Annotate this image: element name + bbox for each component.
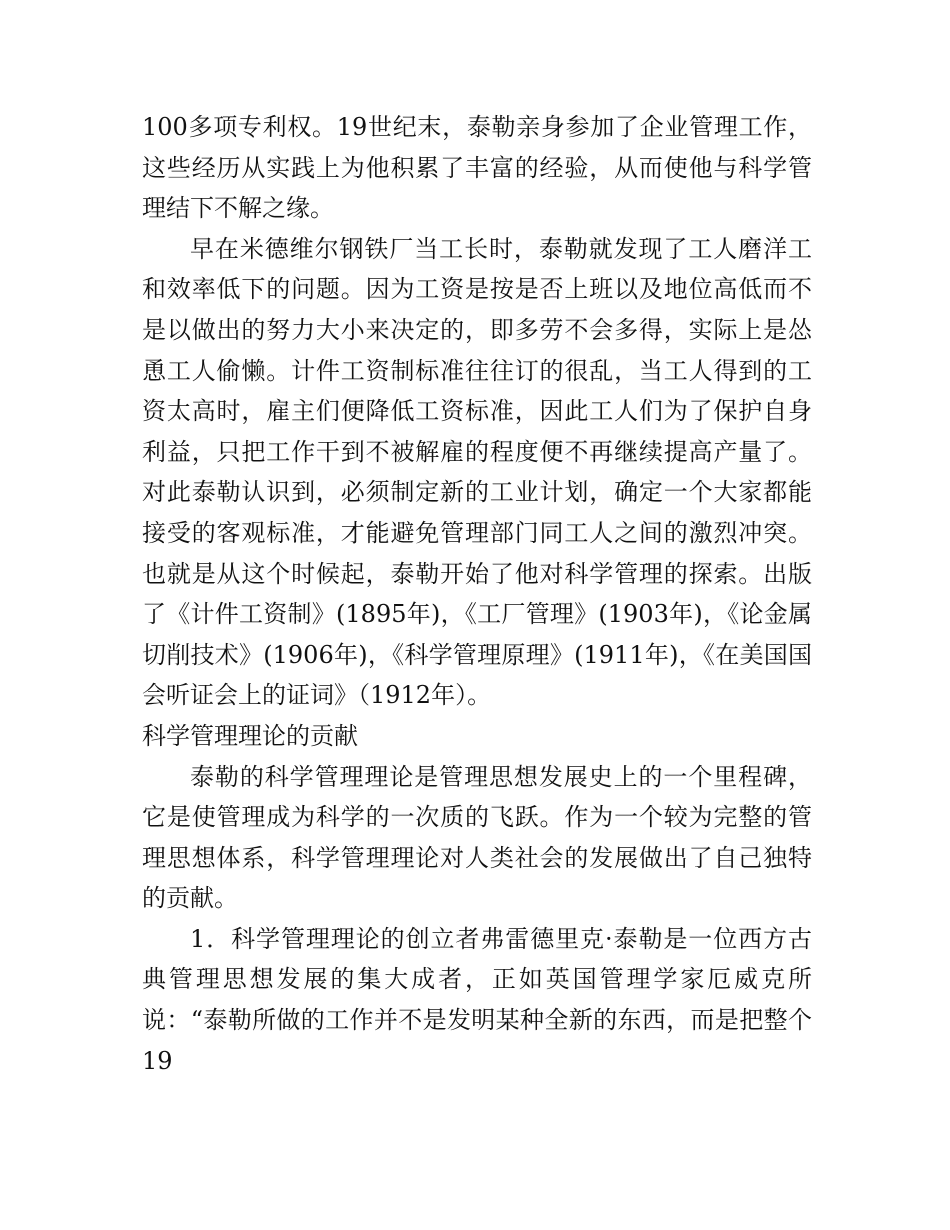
document-page xyxy=(142,107,812,1081)
paragraph-point-1: 1．科学管理理论的创立者弗雷德里克·泰勒是一位西方古典管理思想发展的集大成者，正如英国管理学家厄威克所说：“泰勒所做的工作并不是发明某种全新的东西，而是把整个19 xyxy=(142,924,812,1075)
paragraph-midvale-steel: 早在米德维尔钢铁厂当工长时，泰勒就发现了工人磨洋工和效率低下的问题。因为工资是按是否上班以及地位高低而不是以做出的努力大小来决定的，即多劳不会多得，实际上是怂恿工人偷懒。计件工资制标准往往订的很乱，当工人得到的工资太高时，雇主们便降低工资标准，因此工人们为了保护自身利益，只把工作干到不被解雇的程度便不再继续提高产量了。对此泰勒认识到，必须制定新的工业计划，确定一个大家都能接受的客观标准，才能避免管理部门同工人之间的激烈冲突。也就是从这个时候起，泰勒开始了他对科学管理的探索。出版了《计件工资制》(1895年)，《工厂管理》(1903年)，《论金属切削技术》(1906年)，《科学管理原理》(1911年)，《在美国国会听证会上的证词》（1912年）。 xyxy=(142,234,812,710)
paragraph-milestone: 泰勒的科学管理理论是管理思想发展史上的一个里程碑，它是使管理成为科学的一次质的飞跃。作为一个较为完整的管理思想体系，科学管理理论对人类社会的发展做出了自己独特的贡献。 xyxy=(142,762,812,913)
paragraph-patents: 100多项专利权。19世纪末，泰勒亲身参加了企业管理工作，这些经历从实践上为他积累了丰富的经验，从而使他与科学管理结下不解之缘。 xyxy=(142,113,812,223)
section-heading: 科学管理理论的贡献 xyxy=(142,721,358,750)
